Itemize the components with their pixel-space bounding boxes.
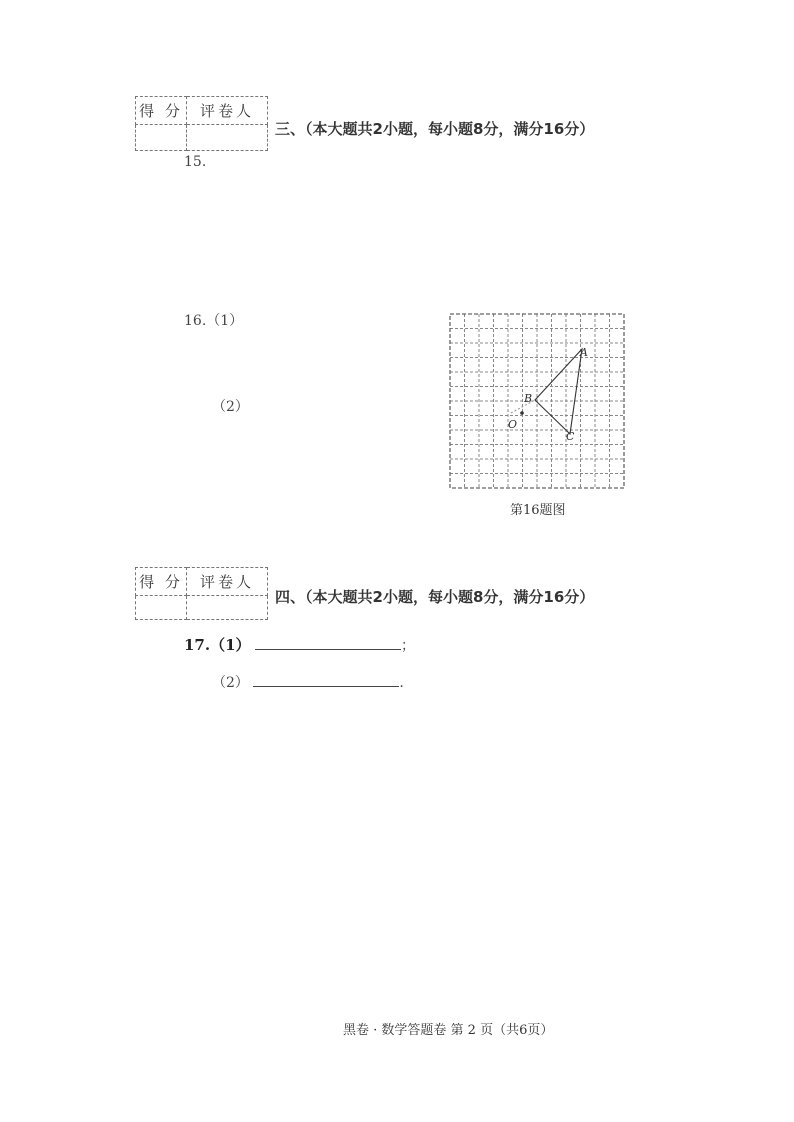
answer-blank-17-1[interactable] xyxy=(255,637,401,650)
score-table-section3 xyxy=(135,96,268,151)
label-point-o: O xyxy=(508,418,518,431)
point-o xyxy=(520,411,524,415)
figure-caption: 第16题图 xyxy=(510,503,566,518)
label-point-a: A xyxy=(580,346,588,359)
score-label: 得 分 xyxy=(136,568,187,596)
triangle-abc xyxy=(535,349,582,434)
question-17-part1 xyxy=(184,634,415,655)
score-cell[interactable] xyxy=(136,596,187,620)
score-label: 得 分 xyxy=(136,97,187,125)
grader-label: 评卷人 xyxy=(187,568,268,596)
label-point-b: B xyxy=(524,392,533,405)
question-16-part1: 16.（1） xyxy=(184,313,244,329)
question-17-part1-label: 17.（1） xyxy=(184,636,251,654)
grader-label: 评卷人 xyxy=(187,97,268,125)
score-table-section4 xyxy=(135,567,268,620)
question-16-part2: （2） xyxy=(212,399,249,415)
question-16-grid-figure xyxy=(448,312,628,492)
grader-cell[interactable] xyxy=(187,125,268,151)
answer-blank-17-2[interactable] xyxy=(253,674,399,687)
grader-cell[interactable] xyxy=(187,596,268,620)
score-cell[interactable] xyxy=(136,125,187,151)
section3-heading: 三、（本大题共2小题，每小题8分，满分16分） xyxy=(275,120,595,138)
question-17-part2 xyxy=(212,672,404,692)
section4-heading: 四、（本大题共2小题，每小题8分，满分16分） xyxy=(275,588,595,606)
semicolon: ； xyxy=(401,638,415,654)
period: . xyxy=(399,675,404,691)
label-point-c: C xyxy=(566,430,575,443)
question-15-number: 15. xyxy=(184,154,207,170)
page-footer: 黑卷 · 数学答题卷 第 2 页（共6页） xyxy=(343,1023,554,1038)
question-17-part2-label: （2） xyxy=(212,675,249,691)
